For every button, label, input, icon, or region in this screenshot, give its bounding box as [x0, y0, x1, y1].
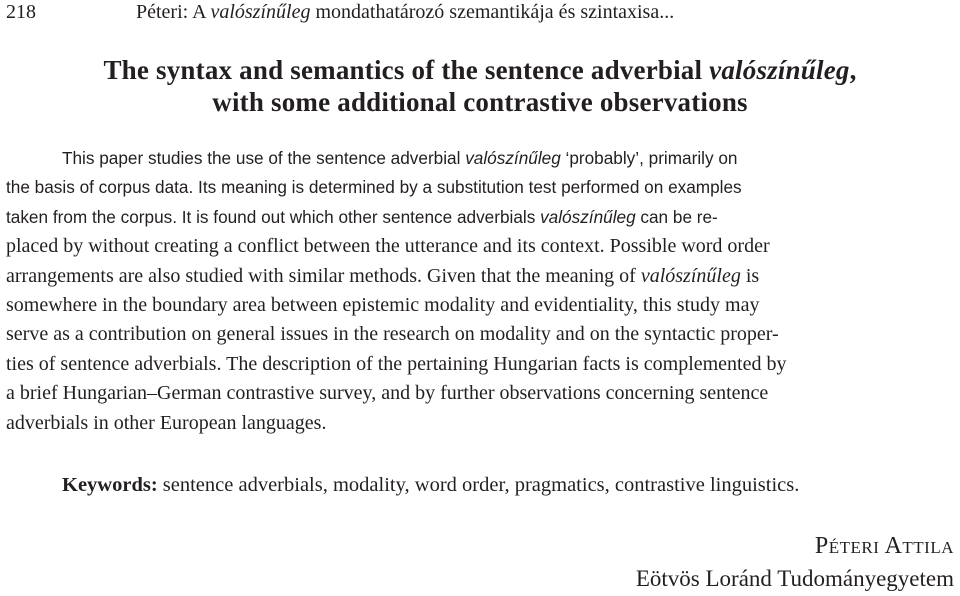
abstract-text: This paper studies the use of the sentence adverbial	[62, 148, 466, 168]
abstract-line	[6, 379, 956, 408]
abstract-text: ‘probably’, primarily on	[560, 148, 738, 168]
abstract-text: the basis of corpus data. Its meaning is determined by a substitution test performed on examples	[6, 177, 742, 197]
page-number: 218	[6, 1, 36, 23]
abstract-italic-term: valószínűleg	[640, 265, 741, 287]
abstract-text: adverbials in other European languages.	[6, 412, 327, 434]
abstract-text: taken from the corpus. It is found out which other sentence adverbials	[6, 207, 541, 227]
title-line-1-post: ,	[849, 55, 857, 85]
keywords-label: Keywords:	[62, 474, 158, 496]
title-line-2: with some additional contrastive observations	[212, 87, 748, 117]
abstract-text: somewhere in the boundary area between epistemic modality and evidentiality, this study may	[6, 294, 760, 316]
abstract-text: can be re-	[635, 207, 718, 227]
running-title-italic: valószínűleg	[210, 1, 311, 23]
author-affiliation: Eötvös Loránd Tudományegyetem	[635, 566, 954, 591]
keywords-text: sentence adverbials, modality, word order, pragmatics, contrastive linguistics.	[157, 474, 800, 496]
abstract-text: placed by without creating a conflict between the utterance and its context. Possible word order	[6, 235, 770, 257]
abstract-text: serve as a contribution on general issues in the research on modality and on the syntactic proper-	[6, 323, 779, 345]
abstract-italic-term: valószínűleg	[540, 207, 636, 227]
abstract-text: ties of sentence adverbials. The description of the pertaining Hungarian facts is complemented by	[6, 353, 787, 375]
abstract-line	[62, 144, 956, 173]
keywords	[62, 474, 799, 497]
title-line-1-pre: The syntax and semantics of the sentence adverbial	[103, 55, 710, 85]
abstract-text: is	[740, 265, 760, 287]
title-line-1	[0, 54, 960, 86]
abstract-line	[6, 291, 956, 320]
running-title-post: mondathatározó szemantikája és szintaxisa...	[310, 1, 675, 23]
abstract-line	[6, 262, 956, 291]
abstract-line	[6, 350, 956, 379]
article-title	[0, 54, 960, 118]
abstract-line	[6, 232, 956, 261]
abstract-text: arrangements are also studied with similar methods. Given that the meaning of	[6, 265, 641, 287]
abstract-line	[6, 320, 956, 349]
abstract-text: a brief Hungarian–German contrastive survey, and by further observations concerning sentence	[6, 382, 769, 404]
running-head	[6, 0, 954, 26]
abstract-line	[6, 203, 956, 232]
author-name: Péteri Attila	[814, 533, 954, 559]
abstract-line	[6, 173, 956, 202]
running-title	[136, 0, 674, 24]
abstract-line	[6, 409, 956, 438]
title-line-1-italic: valószínűleg	[709, 55, 850, 85]
abstract-italic-term: valószínűleg	[465, 148, 561, 168]
running-title-pre: Péteri: A	[136, 1, 211, 23]
